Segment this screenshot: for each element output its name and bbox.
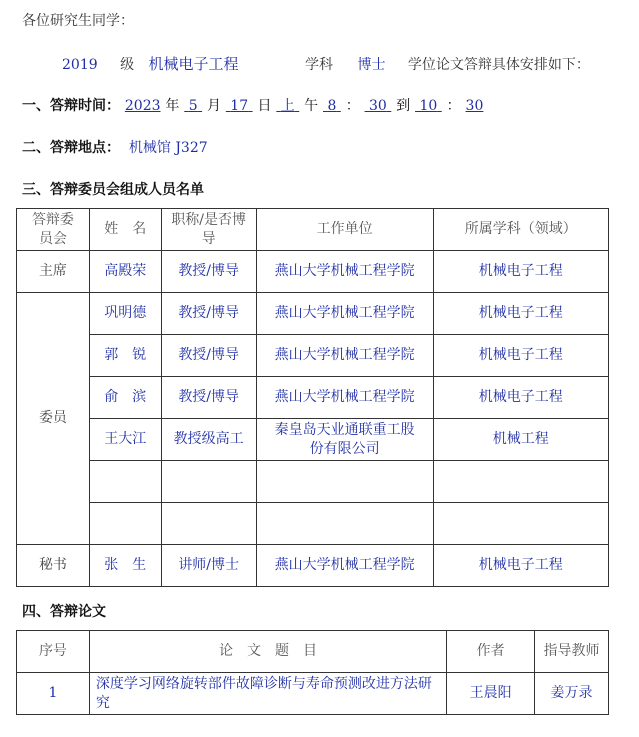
time-period-b: 午 — [304, 98, 319, 114]
member-row — [17, 293, 609, 335]
time-to: 到 — [396, 98, 411, 114]
intro-grade-label: 级 — [120, 57, 135, 73]
member-unit — [256, 503, 433, 545]
member-row — [17, 377, 609, 419]
time-day-unit: 日 — [257, 98, 272, 114]
section-place — [22, 137, 208, 157]
member-title: 教授/博导 — [161, 377, 256, 419]
time-month-unit: 月 — [206, 98, 221, 114]
thesis-title: 深度学习网络旋转部件故障诊断与寿命预测改进方法研究 — [89, 673, 446, 715]
thesis-no: 1 — [17, 673, 90, 715]
intro-degree: 博士 — [357, 57, 386, 73]
members-role: 委员 — [17, 293, 90, 545]
secretary-field: 机械电子工程 — [433, 545, 608, 587]
intro-tail: 学位论文答辩具体安排如下： — [407, 57, 590, 73]
greeting: 各位研究生同学： — [22, 13, 134, 29]
member-unit — [256, 461, 433, 503]
col-header-name: 姓 名 — [89, 209, 161, 251]
secretary-name: 张 生 — [89, 545, 161, 587]
member-row — [17, 419, 609, 461]
thesis-header-row — [17, 631, 609, 673]
member-title: 教授级高工 — [161, 419, 256, 461]
member-field: 机械电子工程 — [433, 377, 608, 419]
secretary-row — [17, 545, 609, 587]
place-value: 机械馆 J327 — [128, 140, 208, 156]
col-header-advisor: 指导教师 — [535, 631, 609, 673]
intro-subject-label: 学科 — [305, 57, 334, 73]
member-title — [161, 461, 256, 503]
section-time-label: 一、答辩时间： — [22, 98, 120, 114]
section-committee-title: 三、答辩委员会组成人员名单 — [22, 182, 204, 198]
col-header-unit: 工作单位 — [256, 209, 433, 251]
member-name: 王大江 — [89, 419, 161, 461]
time-month: 5 — [188, 98, 198, 114]
time-colon-2: ： — [446, 98, 461, 114]
time-period-a: 上 — [280, 98, 295, 114]
time-colon-1: ： — [345, 98, 360, 114]
time-start-minute: 30 — [369, 98, 387, 114]
section-thesis-title: 四、答辩论文 — [22, 604, 106, 620]
time-year-unit: 年 — [165, 98, 180, 114]
secretary-unit: 燕山大学机械工程学院 — [256, 545, 433, 587]
member-row-empty — [17, 461, 609, 503]
member-field: 机械电子工程 — [433, 335, 608, 377]
member-field: 机械电子工程 — [433, 293, 608, 335]
member-title: 教授/博导 — [161, 335, 256, 377]
intro-year: 2019 — [62, 57, 98, 73]
time-year: 2023 — [124, 98, 161, 114]
member-name — [89, 503, 161, 545]
member-title: 教授/博导 — [161, 293, 256, 335]
secretary-role: 秘书 — [17, 545, 90, 587]
chair-unit: 燕山大学机械工程学院 — [256, 251, 433, 293]
thesis-table — [16, 630, 609, 715]
member-name — [89, 461, 161, 503]
committee-header-row — [17, 209, 609, 251]
member-unit: 燕山大学机械工程学院 — [256, 293, 433, 335]
member-name: 郭 锐 — [89, 335, 161, 377]
member-unit: 秦皇岛天业通联重工股份有限公司 — [256, 419, 433, 461]
thesis-author: 王晨阳 — [447, 673, 535, 715]
intro-line — [62, 53, 590, 74]
thesis-advisor: 姜万录 — [535, 673, 609, 715]
time-end-hour: 10 — [419, 98, 438, 114]
thesis-row — [17, 673, 609, 715]
member-field — [433, 503, 608, 545]
col-header-author: 作者 — [447, 631, 535, 673]
member-field — [433, 461, 608, 503]
chair-title: 教授/博导 — [161, 251, 256, 293]
time-day: 17 — [230, 98, 249, 114]
member-name: 巩明德 — [89, 293, 161, 335]
member-name: 俞 滨 — [89, 377, 161, 419]
member-unit: 燕山大学机械工程学院 — [256, 377, 433, 419]
member-unit: 燕山大学机械工程学院 — [256, 335, 433, 377]
section-place-label: 二、答辩地点： — [22, 140, 120, 156]
member-title — [161, 503, 256, 545]
col-header-no: 序号 — [17, 631, 90, 673]
chair-field: 机械电子工程 — [433, 251, 608, 293]
member-field: 机械工程 — [433, 419, 608, 461]
chair-role: 主席 — [17, 251, 90, 293]
col-header-field: 所属学科（领域） — [433, 209, 608, 251]
col-header-title: 职称/是否博导 — [161, 209, 256, 251]
member-row — [17, 335, 609, 377]
intro-major: 机械电子工程 — [148, 55, 239, 73]
secretary-title: 讲师/博士 — [161, 545, 256, 587]
col-header-committee: 答辩委员会 — [17, 209, 90, 251]
time-start-hour: 8 — [327, 98, 337, 114]
col-header-thesis-title: 论 文 题 目 — [89, 631, 446, 673]
chair-name: 高殿荣 — [89, 251, 161, 293]
section-time — [22, 95, 483, 115]
time-end-minute: 30 — [465, 98, 484, 114]
member-row-empty — [17, 503, 609, 545]
committee-table — [16, 208, 609, 587]
chair-row — [17, 251, 609, 293]
